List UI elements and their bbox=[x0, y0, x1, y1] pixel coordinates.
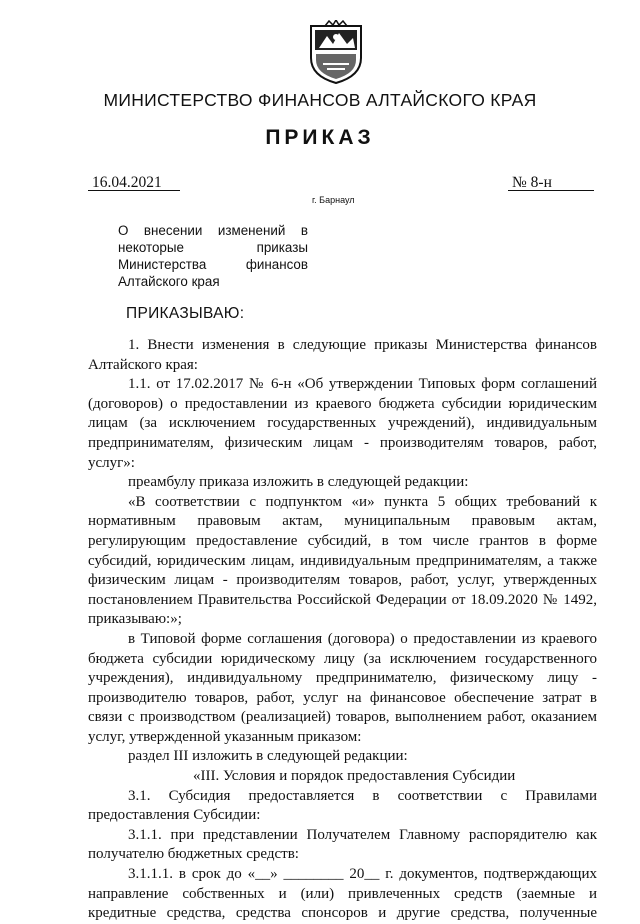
paragraph: 3.1.1. при представлении Получателем Главному распорядителю как получателю бюджетных средств: bbox=[88, 826, 597, 863]
order-directive: ПРИКАЗЫВАЮ: bbox=[126, 305, 245, 322]
section-heading: «III. Условия и порядок предоставления Субсидии bbox=[193, 768, 516, 785]
paragraph: преамбулу приказа изложить в следующей редакции: bbox=[128, 474, 469, 491]
document-title: ПРИКАЗ bbox=[265, 126, 375, 149]
city: г. Барнаул bbox=[312, 195, 355, 205]
paragraph: 1. Внести изменения в следующие приказы Министерства финансов Алтайского края: bbox=[88, 337, 597, 373]
coat-of-arms-icon bbox=[305, 20, 367, 86]
order-subject: О внесении изменений в некоторые приказы Министерства финансов Алтайского края bbox=[118, 223, 308, 289]
number-underline bbox=[508, 190, 594, 191]
paragraph: 3.1. Субсидия предоставляется в соответствии с Правилами предоставления Субсидии: bbox=[88, 787, 597, 824]
order-date: 16.04.2021 bbox=[92, 174, 162, 191]
paragraph: 3.1.1.1. в срок до «__» ________ 20__ г. документов, подтверждающих направление собственных и (или) привлеченных средств (заемные и кредитные средства, средства спонсоров и другие средства, полученные bbox=[88, 866, 597, 922]
date-underline bbox=[88, 190, 180, 191]
paragraph: «В соответствии с подпунктом «и» пункта 5 общих требований к нормативным правовым актам, муниципальным правовым актам, регулирующим предоставление субсидий, в том числе грантов в форме субсидий, юридическим лицам, индивидуальным предпринимателям, а также физическим лицам - производителям товаров, работ, услуг, утвержденных постановлением Правительства Российской Федерации от 18.09.2020 № 1492, приказываю:»; bbox=[88, 493, 597, 628]
paragraph: 1.1. от 17.02.2017 № 6-н «Об утверждении Типовых форм соглашений (договоров) о предоставлении из краевого бюджета субсидии юридическим лицам (за исключением государственных учреждений), индивидуальным предпринимателям, физическим лицам - производителям товаров, работ, услуг»: bbox=[88, 376, 597, 471]
order-body bbox=[88, 336, 597, 924]
paragraph: в Типовой форме соглашения (договора) о предоставлении из краевого бюджета субсидии юридическому лицу (за исключением государственного учреждения), индивидуальному предпринимателю, физическому лицу - производителю товаров, работ, услуг на финансовое обеспечение затрат в связи с производством (реализацией) товаров, выполнением работ, оказанием услуг, утвержденной указанным приказом: bbox=[88, 630, 597, 745]
paragraph: раздел III изложить в следующей редакции: bbox=[128, 748, 408, 765]
order-number: № 8-н bbox=[512, 174, 552, 191]
ministry-name: МИНИСТЕРСТВО ФИНАНСОВ АЛТАЙСКОГО КРАЯ bbox=[103, 90, 537, 110]
